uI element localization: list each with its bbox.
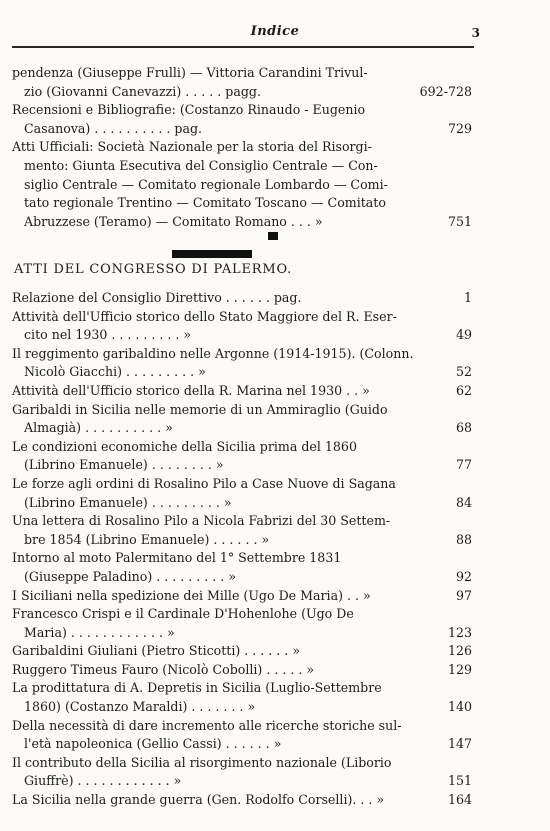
page-number: 3 xyxy=(471,26,480,40)
toc-entry xyxy=(0,289,550,308)
toc-entry-line: Garibaldi in Sicilia nelle memorie di un Ammiraglio (Guido xyxy=(12,401,388,417)
toc-entry-line: 1860) (Costanzo Maraldi) . . . . . . . » xyxy=(24,699,256,715)
toc-entry-line: cito nel 1930 . . . . . . . . . » xyxy=(24,327,192,343)
toc-entry-line: I Siciliani nella spedizione dei Mille (Ugo De Maria) . . » xyxy=(12,587,371,603)
toc-entry xyxy=(0,549,550,586)
toc-entry xyxy=(0,605,550,642)
previous-section-entries xyxy=(0,64,550,231)
toc-entry-line: Abruzzese (Teramo) — Comitato Romano . . . » xyxy=(24,213,323,229)
toc-page-number: 68 xyxy=(455,420,472,436)
toc-entry-line: Recensioni e Bibliografie: (Costanzo Rinaudo - Eugenio xyxy=(12,102,366,118)
toc-entry-line: pendenza (Giuseppe Frulli) — Vittoria Carandini Trivul- xyxy=(12,65,368,80)
toc-entry-line: Della necessità di dare incremento alle ricerche storiche sul- xyxy=(12,717,402,733)
toc-entry-line: mento: Giunta Esecutiva del Consiglio Centrale — Con- xyxy=(24,157,378,173)
toc-page-number: 84 xyxy=(455,494,472,510)
toc-entry-line: La Sicilia nella grande guerra (Gen. Rodolfo Corselli). . . » xyxy=(12,792,385,808)
toc-page-number: 151 xyxy=(447,773,472,789)
toc-page-number: 751 xyxy=(447,213,472,229)
toc-entry xyxy=(0,438,550,475)
toc-page-number: 126 xyxy=(447,643,472,659)
toc-page-number: 92 xyxy=(455,568,472,584)
toc-entry-line: Attività dell'Ufficio storico della R. Marina nel 1930 . . » xyxy=(12,382,370,398)
toc-page-number: 88 xyxy=(455,531,472,547)
toc-entry xyxy=(0,717,550,754)
redaction-mark xyxy=(172,250,252,258)
congress-entries xyxy=(0,289,550,810)
toc-entry-line: Francesco Crispi e il Cardinale D'Hohenlohe (Ugo De xyxy=(12,606,354,622)
toc-page-number: 129 xyxy=(447,661,472,677)
toc-entry-line: l'età napoleonica (Gellio Cassi) . . . . . . » xyxy=(24,736,282,752)
toc-entry-line: Le condizioni economiche della Sicilia prima del 1860 xyxy=(12,438,357,454)
toc-entry xyxy=(0,791,550,810)
running-title: Indice xyxy=(250,24,300,39)
toc-entry-line: Relazione del Consiglio Direttivo . . . . . . pag. xyxy=(12,290,302,305)
toc-entry xyxy=(0,754,550,791)
toc-entry-line: Ruggero Timeus Fauro (Nicolò Cobolli) . . . . . » xyxy=(12,661,315,677)
toc-entry-line: (Librino Emanuele) . . . . . . . . . » xyxy=(24,494,232,510)
toc-page-number: 52 xyxy=(455,364,472,380)
toc-entry xyxy=(0,401,550,438)
section-title: ATTI DEL CONGRESSO DI PALERMO. xyxy=(14,262,293,277)
toc-entry xyxy=(0,642,550,661)
toc-entry xyxy=(0,308,550,345)
toc-page-number: 62 xyxy=(455,382,472,398)
toc-page-number: 164 xyxy=(447,792,472,808)
toc-entry-line: Il reggimento garibaldino nelle Argonne (1914-1915). (Colonn. xyxy=(12,345,414,361)
toc-entry xyxy=(0,382,550,401)
header-rule xyxy=(12,46,474,48)
toc-entry xyxy=(0,587,550,606)
toc-entry-line: Attività dell'Ufficio storico dello Stato Maggiore del R. Eser- xyxy=(12,308,397,324)
toc-page-number: 123 xyxy=(447,624,472,640)
toc-entry-line: Giuffrè) . . . . . . . . . . . . » xyxy=(24,773,182,789)
toc-entry-line: Intorno al moto Palermitano del 1° Settembre 1831 xyxy=(12,550,342,566)
page-header xyxy=(0,24,550,44)
toc-entry-line: zio (Giovanni Canevazzi) . . . . . pagg. xyxy=(24,83,261,99)
toc-page-number: 140 xyxy=(447,699,472,715)
toc-entry-line: siglio Centrale — Comitato regionale Lombardo — Comi- xyxy=(24,176,388,192)
toc-entry-line: Atti Ufficiali: Società Nazionale per la storia del Risorgi- xyxy=(12,139,372,155)
redaction-mark xyxy=(268,232,278,240)
toc-entry-line: Garibaldini Giuliani (Pietro Sticotti) . . . . . . » xyxy=(12,643,301,659)
toc-entry-line: Il contributo della Sicilia al risorgimento nazionale (Liborio xyxy=(12,754,392,770)
toc-entry xyxy=(0,138,550,231)
toc-entry xyxy=(0,679,550,716)
toc-entry-line: Almagià) . . . . . . . . . . » xyxy=(24,420,173,436)
toc-entry-line: (Giuseppe Paladino) . . . . . . . . . » xyxy=(24,568,237,584)
toc-entry xyxy=(0,64,550,101)
toc-entry-line: Una lettera di Rosalino Pilo a Nicola Fabrizi del 30 Settem- xyxy=(12,513,391,529)
toc-entry xyxy=(0,661,550,680)
toc-entry xyxy=(0,512,550,549)
toc-page-number: 97 xyxy=(455,587,472,603)
toc-page-number: 147 xyxy=(447,736,472,752)
toc-entry-line: Nicolò Giacchi) . . . . . . . . . » xyxy=(24,364,206,380)
toc-entry-line: Casanova) . . . . . . . . . . pag. xyxy=(24,120,203,136)
toc-entry-line: tato regionale Trentino — Comitato Toscano — Comitato xyxy=(24,195,386,211)
toc-page-number: 692-728 xyxy=(419,83,472,99)
toc-page-number: 1 xyxy=(463,290,472,305)
toc-page-number: 729 xyxy=(447,120,472,136)
toc-entry xyxy=(0,475,550,512)
toc-page-number: 77 xyxy=(455,457,472,473)
toc-entry-line: Le forze agli ordini di Rosalino Pilo a Case Nuove di Sagana xyxy=(12,475,396,491)
toc-page-number: 49 xyxy=(455,327,472,343)
toc-entry-line: bre 1854 (Librino Emanuele) . . . . . . » xyxy=(24,531,270,547)
toc-entry-line: (Librino Emanuele) . . . . . . . . » xyxy=(24,457,224,473)
toc-entry-line: Maria) . . . . . . . . . . . . » xyxy=(24,624,175,640)
toc-entry xyxy=(0,101,550,138)
toc-entry-line: La prodittatura di A. Depretis in Sicilia (Luglio-Settembre xyxy=(12,680,382,696)
toc-entry xyxy=(0,345,550,382)
